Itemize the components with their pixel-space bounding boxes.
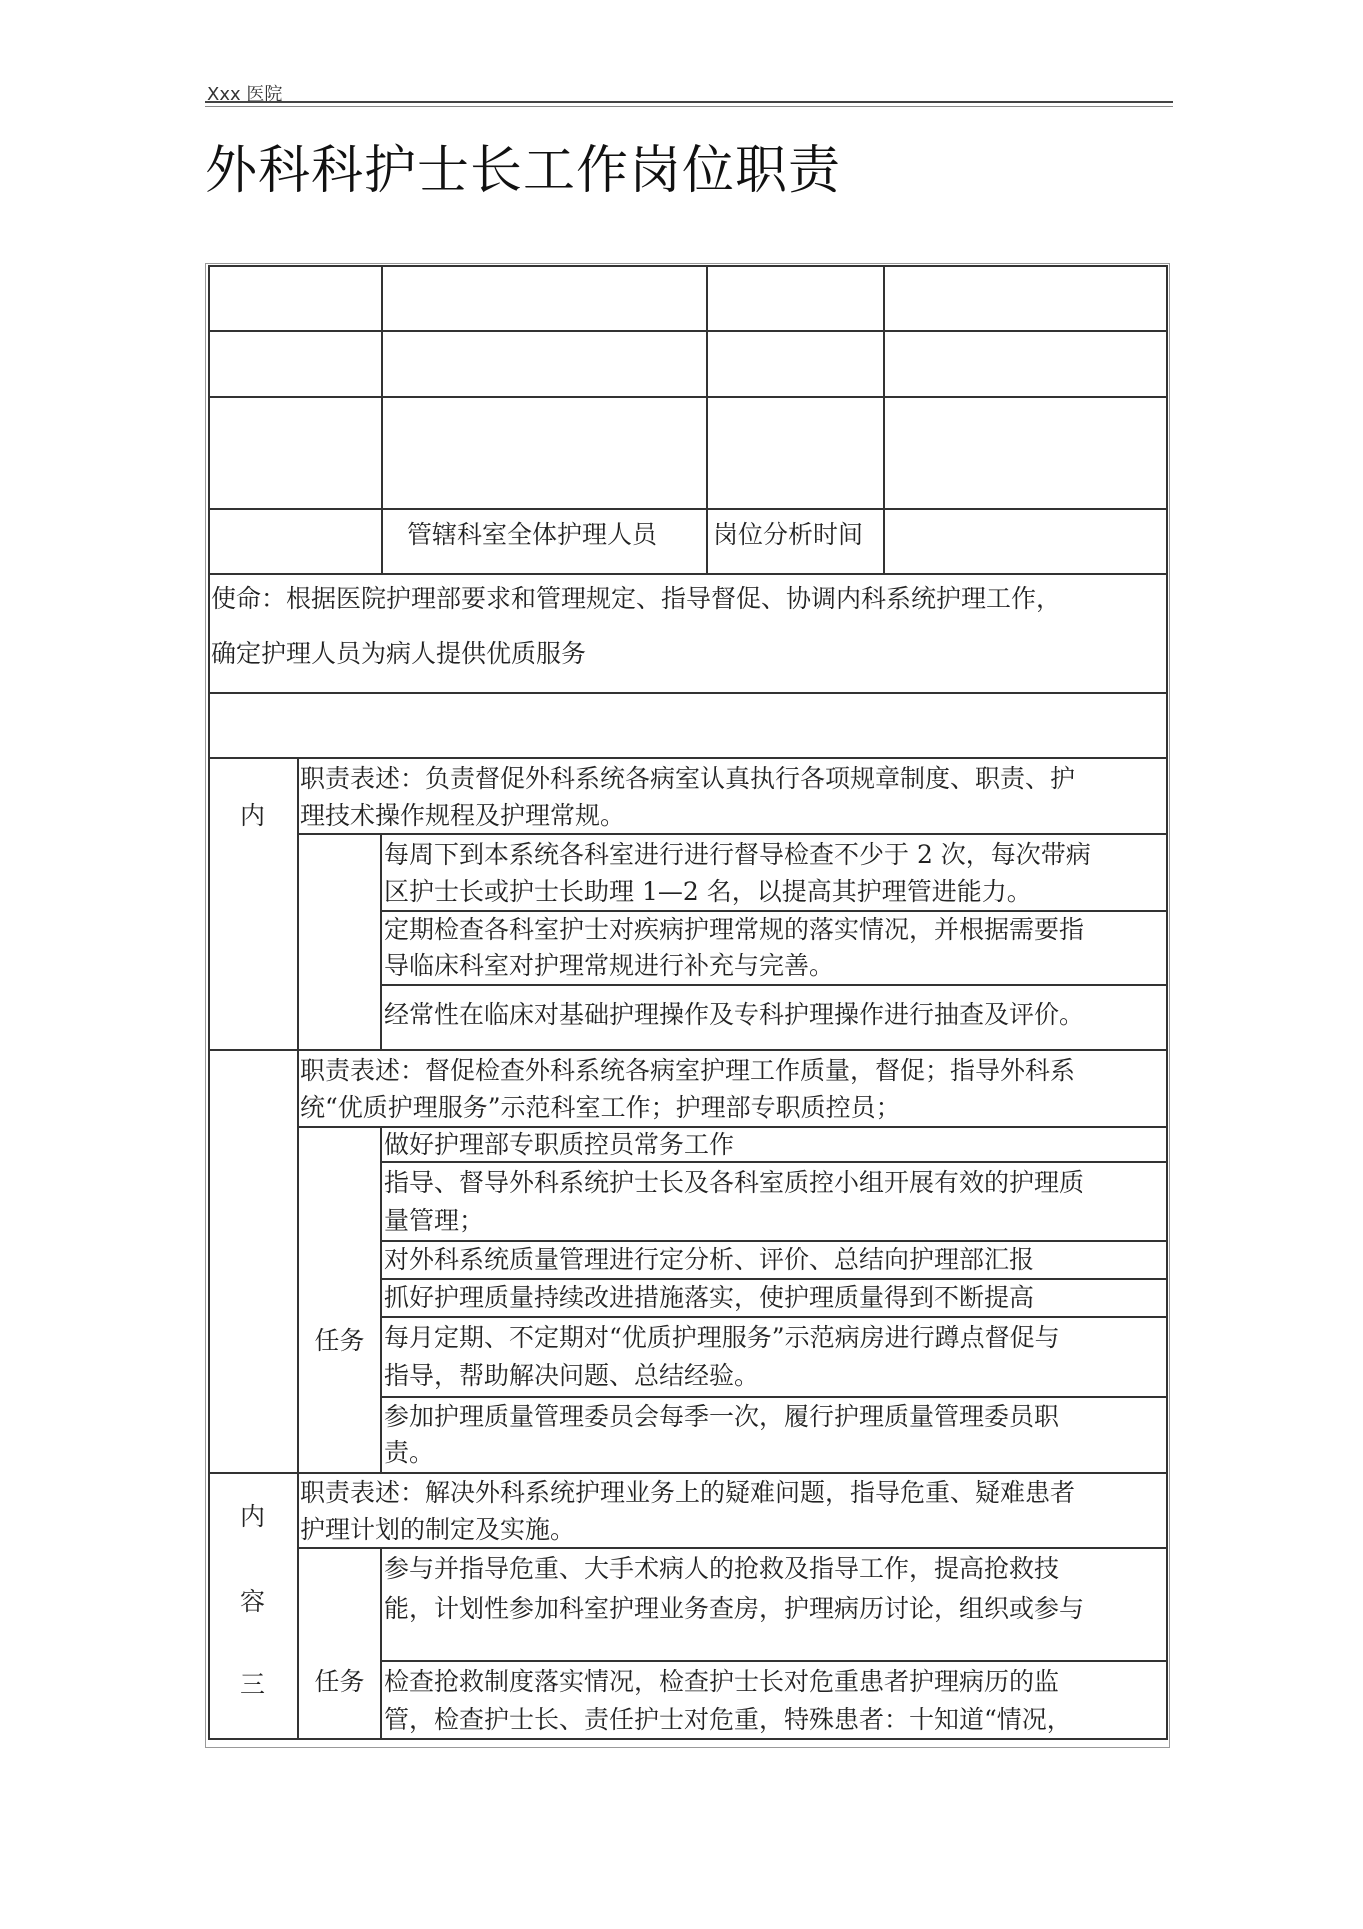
duty2-task-5-line-2: 指导，帮助解决问题、总结经验。	[384, 1361, 760, 1390]
duty2-task-1: 做好护理部专职质控员常务工作	[384, 1130, 735, 1159]
duty1-task-3: 经常性在临床对基础护理操作及专科护理操作进行抽查及评价。	[384, 1000, 1085, 1029]
duty2-task-6-line-1: 参加护理质量管理委员会每季一次，履行护理质量管理委员职	[384, 1402, 1060, 1431]
duty2-desc-line-2: 统“优质护理服务”示范科室工作；护理部专职质控员；	[300, 1093, 901, 1122]
duty3-desc-line-1: 职责表述：解决外科系统护理业务上的疑难问题，指导危重、疑难患者	[300, 1478, 1076, 1507]
scope-value: 管辖科室全体护理人员	[407, 520, 658, 549]
duty2-desc-line-1: 职责表述：督促检查外科系统各病室护理工作质量，督促；指导外科系	[300, 1056, 1076, 1085]
duty3-task-label: 任务	[314, 1667, 365, 1696]
duty3-task-1-line-1: 参与并指导危重、大手术病人的抢救及指导工作，提高抢救技	[384, 1554, 1060, 1583]
duty1-task-1-line-2: 区护士长或护士长助理 1—2 名，以提高其护理管进能力。	[384, 877, 1032, 906]
header-rule-thin	[205, 106, 1173, 107]
content-label-3-char-3: 三	[239, 1670, 265, 1699]
duty2-task-6-line-2: 责。	[384, 1438, 435, 1467]
analysis-time-label: 岗位分析时间	[713, 520, 864, 549]
content-label-3-char-1: 内	[239, 1502, 265, 1531]
duty1-task-1-line-1: 每周下到本系统各科室进行进行督导检查不少于 2 次，每次带病	[384, 840, 1091, 869]
duty3-desc-line-2: 护理计划的制定及实施。	[300, 1515, 576, 1544]
duty2-task-label: 任务	[314, 1326, 365, 1355]
mission-line-2: 确定护理人员为病人提供优质服务	[211, 639, 587, 668]
header-rule	[205, 101, 1173, 103]
duty2-task-3: 对外科系统质量管理进行定分析、评价、总结向护理部汇报	[384, 1245, 1035, 1274]
content-label-1: 内	[239, 801, 265, 830]
page-title: 外科科护士长工作岗位职责	[205, 141, 842, 201]
duty1-desc-line-2: 理技术操作规程及护理常规。	[300, 801, 626, 830]
duty2-task-2-line-1: 指导、督导外科系统护士长及各科室质控小组开展有效的护理质	[384, 1168, 1085, 1197]
duty2-task-2-line-2: 量管理；	[384, 1206, 485, 1235]
duty2-task-5-line-1: 每月定期、不定期对“优质护理服务”示范病房进行蹲点督促与	[384, 1323, 1060, 1352]
duty1-task-2-line-1: 定期检查各科室护士对疾病护理常规的落实情况，并根据需要指	[384, 915, 1085, 944]
duty3-task-2-line-2: 管，检查护士长、责任护士对危重，特殊患者：十知道“情况，	[384, 1705, 1072, 1734]
duty3-task-2-line-1: 检查抢救制度落实情况，检查护士长对危重患者护理病历的监	[384, 1667, 1060, 1696]
content-label-3-char-2: 容	[239, 1587, 265, 1616]
duty1-task-2-line-2: 导临床科室对护理常规进行补充与完善。	[384, 951, 835, 980]
duty1-desc-line-1: 职责表述：负责督促外科系统各病室认真执行各项规章制度、职责、护	[300, 764, 1076, 793]
duty2-task-4: 抓好护理质量持续改进措施落实，使护理质量得到不断提高	[384, 1283, 1035, 1312]
mission-line-1: 使命：根据医院护理部要求和管理规定、指导督促、协调内科系统护理工作，	[211, 584, 1062, 613]
duty3-task-1-line-2: 能，计划性参加科室护理业务查房，护理病历讨论，组织或参与	[384, 1594, 1085, 1623]
document-header: Xxx 医院	[207, 84, 283, 105]
